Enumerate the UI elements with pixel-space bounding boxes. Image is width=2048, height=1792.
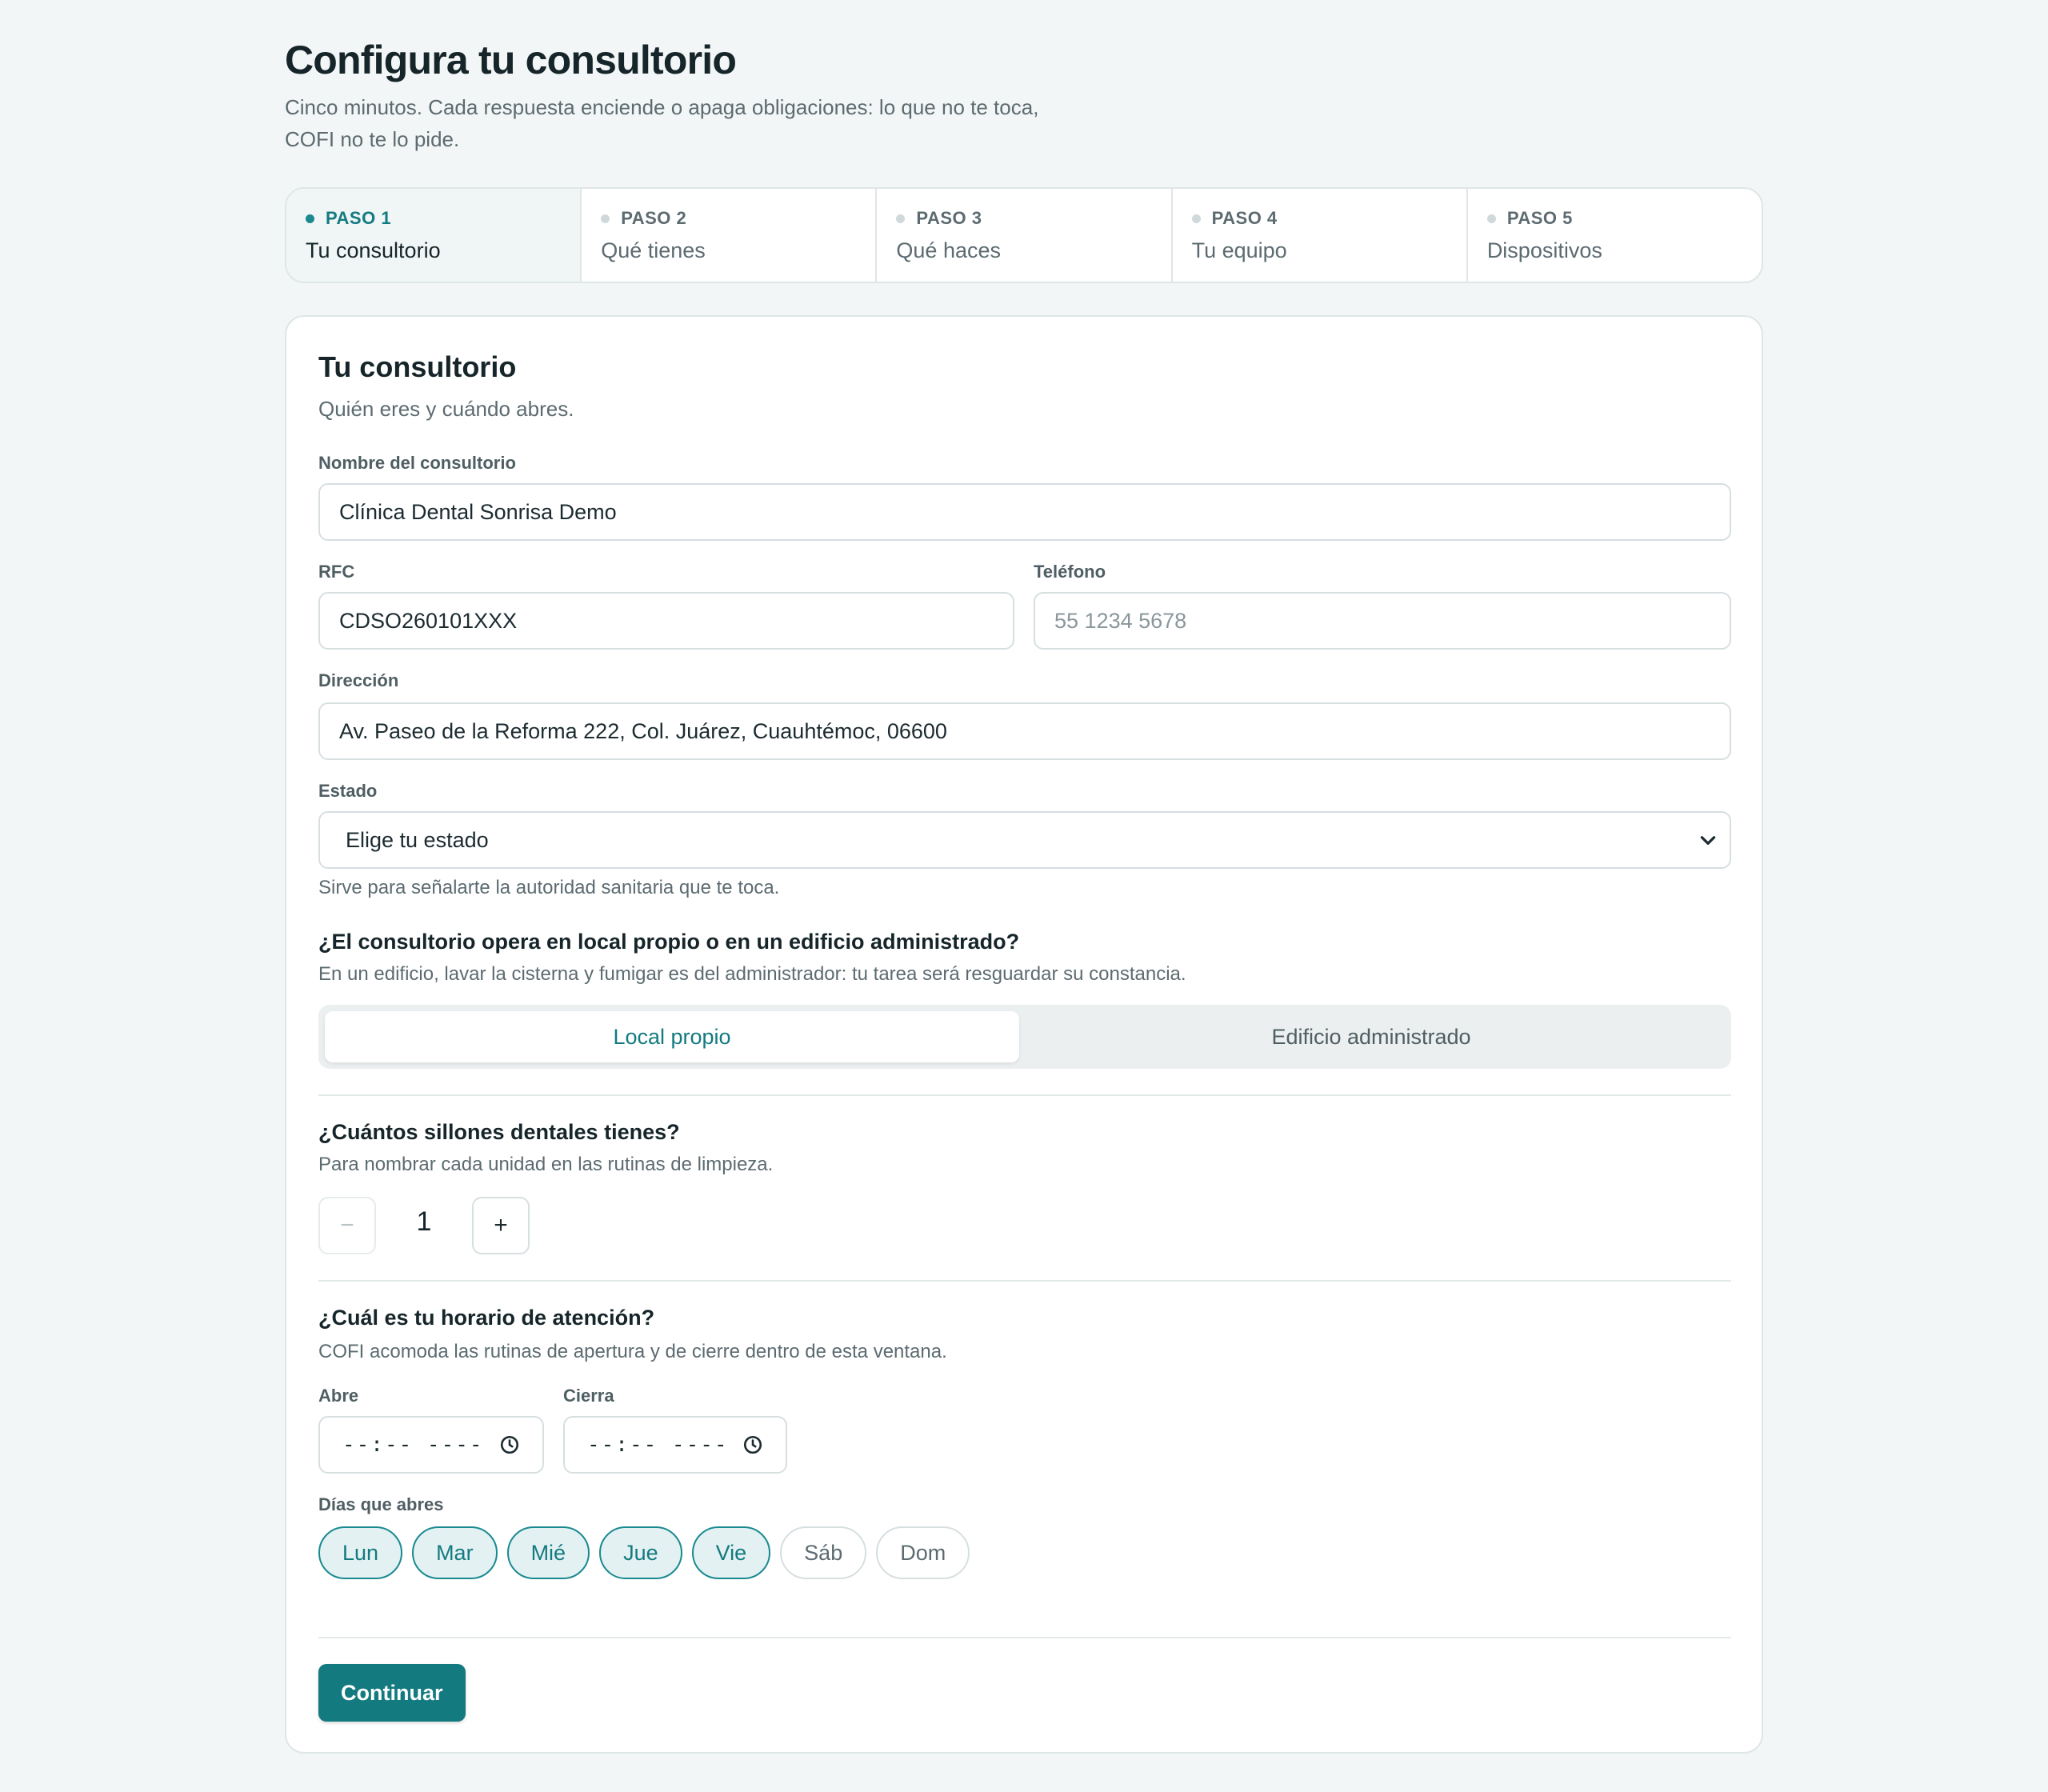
step-kicker: PASO 1 xyxy=(326,208,392,228)
address-value: Av. Paseo de la Reforma 222, Col. Juárez, Cuauhtémoc, 06600 xyxy=(339,718,947,743)
chairs-count: 1 xyxy=(416,1206,432,1237)
clock-icon xyxy=(499,1434,520,1455)
step-label: Qué haces xyxy=(896,238,1001,262)
name-field[interactable] xyxy=(318,483,1731,541)
step-kicker: PASO 5 xyxy=(1506,208,1573,228)
rfc-label: RFC xyxy=(318,562,355,582)
dot-icon xyxy=(896,214,905,223)
schedule-question: ¿Cuál es tu horario de atención? xyxy=(318,1306,655,1330)
open-time-input[interactable] xyxy=(318,1416,544,1474)
phone-label: Teléfono xyxy=(1034,562,1106,582)
form-title: Tu consultorio xyxy=(318,350,517,383)
step-5[interactable] xyxy=(1468,189,1762,282)
increment-button[interactable]: + xyxy=(472,1197,530,1254)
state-selected: Elige tu estado xyxy=(346,827,489,852)
state-hint: Sirve para señalarte la autoridad sanitaria que te toca. xyxy=(318,877,780,898)
day-chip-mie[interactable]: Mié xyxy=(507,1526,590,1579)
phone-placeholder: 55 1234 5678 xyxy=(1054,608,1187,633)
decrement-button[interactable]: − xyxy=(318,1197,376,1254)
open-time-value: --:-- ---- xyxy=(342,1433,484,1457)
address-label: Dirección xyxy=(318,670,399,690)
schedule-hint: COFI acomoda las rutinas de apertura y de cierre dentro de esta ventana. xyxy=(318,1341,947,1362)
step-3[interactable] xyxy=(877,189,1172,282)
days-label: Días que abres xyxy=(318,1494,444,1514)
address-field[interactable] xyxy=(318,702,1731,760)
name-label: Nombre del consultorio xyxy=(318,453,516,473)
step-label: Dispositivos xyxy=(1486,238,1602,262)
day-chip-lun[interactable]: Lun xyxy=(318,1526,402,1579)
page-subtitle: Cinco minutos. Cada respuesta enciende o apaga obligaciones: lo que no te toca, COFI no te lo pide. xyxy=(285,95,1039,151)
close-time-value: --:-- ---- xyxy=(587,1433,729,1457)
step-4[interactable] xyxy=(1173,189,1468,282)
clock-icon xyxy=(742,1434,763,1455)
divider xyxy=(318,1637,1731,1638)
divider xyxy=(318,1280,1731,1282)
premises-hint: En un edificio, lavar la cisterna y fumigar es del administrador: tu tarea será resguardar su constancia. xyxy=(318,963,1186,985)
step-label: Qué tienes xyxy=(601,238,706,262)
premises-segmented-control xyxy=(318,1005,1731,1069)
step-kicker: PASO 3 xyxy=(916,208,982,228)
close-time-input[interactable] xyxy=(563,1416,787,1474)
phone-field[interactable] xyxy=(1034,592,1731,650)
rfc-value: CDSO260101XXX xyxy=(339,608,518,633)
state-label: Estado xyxy=(318,781,378,801)
day-chip-vie[interactable]: Vie xyxy=(692,1526,771,1579)
dot-icon xyxy=(306,214,314,223)
premises-question: ¿El consultorio opera en local propio o en un edificio administrado? xyxy=(318,930,1020,954)
step-label: Tu equipo xyxy=(1191,238,1287,262)
divider xyxy=(318,1094,1731,1096)
day-chip-jue[interactable]: Jue xyxy=(599,1526,682,1579)
rfc-field[interactable] xyxy=(318,592,1014,650)
days-chips xyxy=(318,1526,970,1579)
step-label: Tu consultorio xyxy=(306,238,441,262)
chairs-question: ¿Cuántos sillones dentales tienes? xyxy=(318,1120,680,1144)
dot-icon xyxy=(1487,214,1496,223)
form-subtitle: Quién eres y cuándo abres. xyxy=(318,397,574,421)
form-card xyxy=(285,315,1763,1754)
state-select[interactable] xyxy=(318,811,1731,869)
dot-icon xyxy=(601,214,610,223)
chevron-down-icon xyxy=(1698,830,1718,850)
page-title: Configura tu consultorio xyxy=(285,38,737,82)
step-kicker: PASO 2 xyxy=(621,208,687,228)
continue-button[interactable]: Continuar xyxy=(318,1664,466,1722)
option-local-propio[interactable]: Local propio xyxy=(325,1011,1019,1062)
open-label: Abre xyxy=(318,1386,359,1406)
dot-icon xyxy=(1192,214,1201,223)
stepper xyxy=(285,187,1763,283)
name-value: Clínica Dental Sonrisa Demo xyxy=(339,499,617,524)
day-chip-sab[interactable]: Sáb xyxy=(780,1526,866,1579)
step-1[interactable] xyxy=(286,189,582,282)
close-label: Cierra xyxy=(563,1386,614,1406)
step-kicker: PASO 4 xyxy=(1211,208,1278,228)
step-2[interactable] xyxy=(582,189,877,282)
chairs-hint: Para nombrar cada unidad en las rutinas de limpieza. xyxy=(318,1154,774,1175)
day-chip-mar[interactable]: Mar xyxy=(412,1526,498,1579)
day-chip-dom[interactable]: Dom xyxy=(876,1526,970,1579)
option-edificio-administrado[interactable]: Edificio administrado xyxy=(1271,1024,1471,1049)
